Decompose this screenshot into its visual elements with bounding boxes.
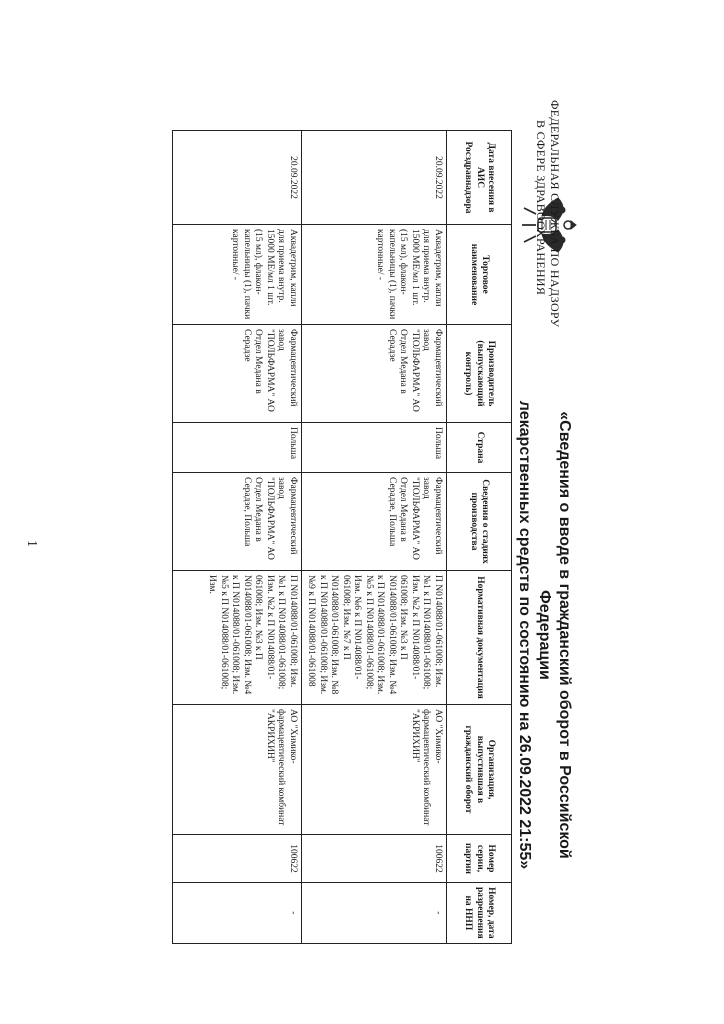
cell-stages: Фармацевтический завод "ПОЛЬФАРМА" АО Отдел Медана в Серадзе, Польша xyxy=(173,473,302,571)
table-header-row xyxy=(447,131,512,944)
column-header: Нормативная документация xyxy=(447,571,512,705)
cell-trade-name: Аквадетрим, капли для приема внутр. 15000 МЕ/мл 1 шт. (15 мл), флакон-капельницы (1), пачки картонные/ - xyxy=(173,225,302,325)
column-header: Номер, дата разрешения на ННП xyxy=(447,883,512,944)
column-header: Торговое наименование xyxy=(447,225,512,325)
org-name-line2: В СФЕРЕ ЗДРАВООХРАНЕНИЯ xyxy=(534,120,548,296)
cell-date: 20.09.2022 xyxy=(173,131,302,225)
table-row xyxy=(302,131,447,944)
cell-docs: П N014088/01-061008; Изм. №1 к П N014088/01-061008; Изм. №2 к П N014088/01-061008; Изм. №3 к П N014088/01-061008; Изм. №4 к П N014088/01-061008; Изм. №5 к П N014088/01-061008; Изм. №6 к П N014088/01-061008; Изм. №7 к П N014088/01-061008; Изм. №8 к П N014088/01-061008; Изм. №9 к П N014088/01-061008 xyxy=(302,571,447,705)
column-header: Организация, выпустившая в гражданский оборот xyxy=(447,705,512,835)
cell-permit: - xyxy=(302,883,447,944)
column-header: Страна xyxy=(447,423,512,473)
table-row xyxy=(173,131,302,944)
column-header: Производитель (выпускающий контроль) xyxy=(447,325,512,423)
cell-docs: П N014088/01-061008; Изм. №1 к П N014088/01-061008; Изм. №2 к П N014088/01-061008; Изм. №3 к П N014088/01-061008; Изм. №4 к П N014088/01-061008; Изм. №5 к П N014088/01-061008; Изм. xyxy=(173,571,302,705)
cell-country: Польша xyxy=(173,423,302,473)
cell-date: 20.09.2022 xyxy=(302,131,447,225)
cell-manufacturer: Фармацевтический завод "ПОЛЬФАРМА" АО Отдел Медана в Серадзе xyxy=(173,325,302,423)
cell-permit: - xyxy=(173,883,302,944)
column-header: Сведения о стадиях производства xyxy=(447,473,512,571)
org-name-line1: ФЕДЕРАЛЬНАЯ СЛУЖБА ПО НАДЗОРУ xyxy=(548,100,562,328)
cell-manufacturer: Фармацевтический завод "ПОЛЬФАРМА" АО Отдел Медана в Серадзе xyxy=(302,325,447,423)
cell-batch: 100622 xyxy=(173,835,302,883)
cell-organization: АО "Химико-фармацевтический комбинат "АКРИХИН" xyxy=(302,705,447,835)
column-header: Номер серии, партии xyxy=(447,835,512,883)
cell-organization: АО "Химико-фармацевтический комбинат "АКРИХИН" xyxy=(173,705,302,835)
organization-name xyxy=(534,100,562,370)
cell-stages: Фармацевтический завод "ПОЛЬФАРМА" АО Отдел Медана в Серадзе, Польша xyxy=(302,473,447,571)
cell-country: Польша xyxy=(302,423,447,473)
cell-trade-name: Аквадетрим, капли для приема внутр. 15000 МЕ/мл 1 шт. (15 мл), флакон-капельницы (1), пачки картонные/ - xyxy=(302,225,447,325)
title-line1: «Сведения о вводе в гражданский оборот в Российской Федерации xyxy=(536,411,573,859)
registry-table xyxy=(172,130,512,944)
document-title xyxy=(514,365,574,905)
column-header: Дата внесения в АИС Росздравнадзора xyxy=(447,131,512,225)
title-line2: лекарственных средств по состоянию на 26.09.2022 21:55» xyxy=(516,400,533,870)
page-number: 1 xyxy=(24,540,39,547)
cell-batch: 100622 xyxy=(302,835,447,883)
